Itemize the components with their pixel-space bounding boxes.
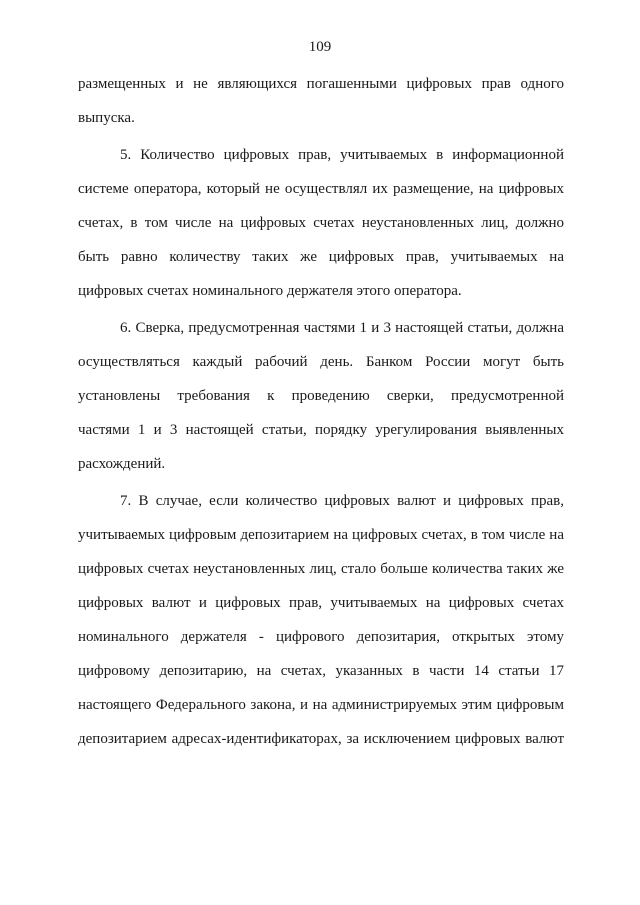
text-line: выпуска. — [78, 110, 135, 126]
paragraph-item-7 — [78, 489, 564, 761]
text-line: 5. Количество цифровых прав, учитываемых в информационной — [120, 147, 564, 163]
text-line: частями 1 и 3 настоящей статьи, порядку урегулирования выявленных — [78, 422, 564, 438]
text-line: быть равно количеству таких же цифровых прав, учитываемых на — [78, 249, 564, 265]
text-line: 6. Сверка, предусмотренная частями 1 и 3 настоящей статьи, должна — [120, 320, 564, 336]
text-line: счетах, в том числе на цифровых счетах неустановленных лиц, должно — [78, 215, 564, 231]
text-line: размещенных и не являющихся погашенными цифровых прав одного — [78, 76, 564, 92]
text-line: настоящего Федерального закона, и на администрируемых этим цифровым — [78, 697, 564, 713]
text-line: системе оператора, который не осуществлял их размещение, на цифровых — [78, 181, 564, 197]
text-line: расхождений. — [78, 456, 166, 472]
text-line: цифровых счетах неустановленных лиц, стало больше количества таких же — [78, 561, 564, 577]
text-line: депозитарием адресах-идентификаторах, за исключением цифровых валют — [78, 731, 564, 747]
paragraph — [78, 72, 564, 140]
paragraph-item-5 — [78, 143, 564, 313]
document-body — [78, 72, 564, 761]
paragraph-item-6 — [78, 316, 564, 486]
text-line: осуществляться каждый рабочий день. Банком России могут быть — [78, 354, 564, 370]
text-line: установлены требования к проведению сверки, предусмотренной — [78, 388, 564, 404]
text-line: учитываемых цифровым депозитарием на цифровых счетах, в том числе на — [78, 527, 564, 543]
text-line: цифровому депозитарию, на счетах, указанных в части 14 статьи 17 — [78, 663, 564, 679]
text-line: цифровых счетах номинального держателя этого оператора. — [78, 283, 462, 299]
text-line: 7. В случае, если количество цифровых валют и цифровых прав, — [120, 493, 564, 509]
text-line: номинального держателя - цифрового депозитария, открытых этому — [78, 629, 564, 645]
page-number: 109 — [308, 39, 332, 55]
text-line: цифровых валют и цифровых прав, учитываемых на цифровых счетах — [78, 595, 564, 611]
